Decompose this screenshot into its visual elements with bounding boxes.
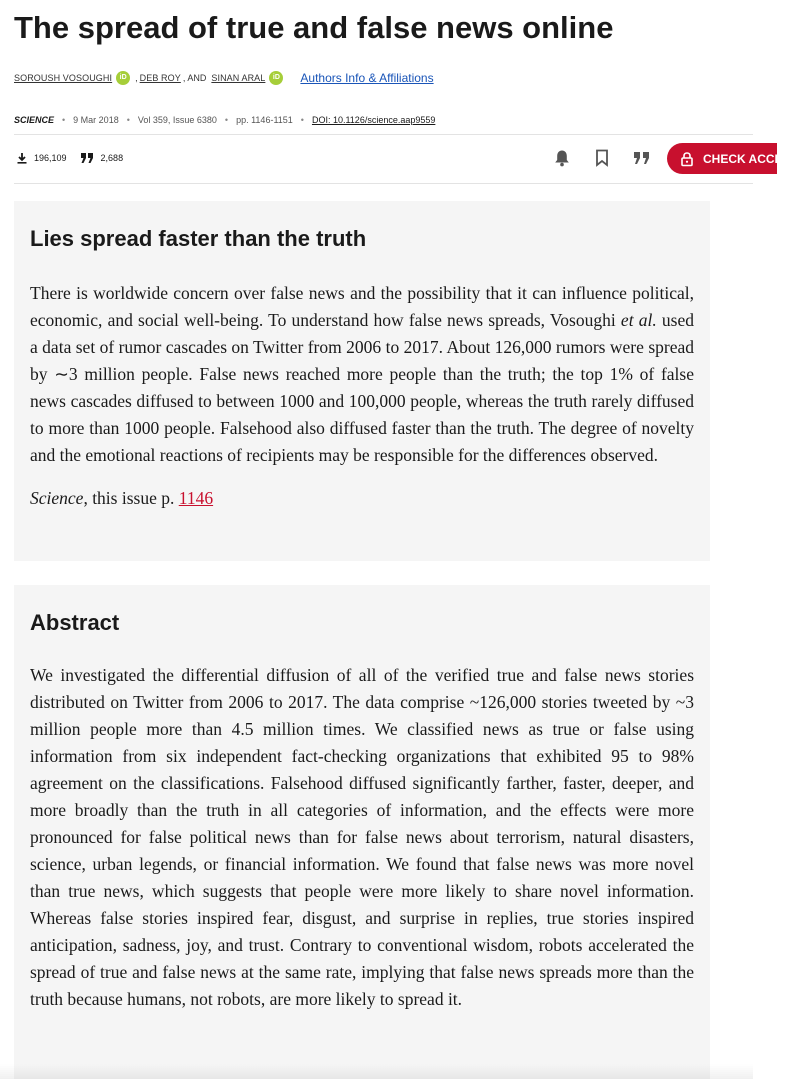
cite-button[interactable] — [632, 148, 652, 168]
author-link[interactable]: DEB ROY — [139, 73, 181, 83]
article-metrics — [16, 150, 137, 166]
abstract-heading: Abstract — [30, 610, 120, 635]
citation-text: , this issue p. — [83, 488, 179, 508]
meta-separator: • — [62, 115, 66, 125]
summary-heading: Lies spread faster than the truth — [30, 226, 367, 251]
page-range: pp. 1146-1151 — [236, 115, 293, 125]
lock-icon — [681, 152, 693, 166]
bookmark-icon — [595, 149, 609, 167]
bookmark-button[interactable] — [592, 148, 612, 168]
check-access-label: CHECK ACCESS — [703, 151, 799, 166]
meta-separator: • — [224, 115, 229, 125]
meta-separator: • — [300, 115, 304, 125]
author-separator: , — [135, 73, 138, 83]
abstract-panel — [14, 585, 710, 1079]
summary-etal: et al. — [620, 310, 657, 330]
article-title: The spread of true and false news online — [14, 10, 614, 45]
editor-summary-panel — [14, 201, 710, 561]
volume-issue[interactable]: Vol 359, Issue 6380 — [137, 115, 217, 125]
author-list — [14, 68, 434, 88]
meta-separator: • — [126, 115, 130, 125]
citation-page-link[interactable]: 1146 — [178, 488, 214, 508]
authors-affiliations-link[interactable]: Authors Info & Affiliations — [300, 71, 434, 85]
abstract-paragraph: We investigated the differential diffusion of all of the verified true and false news stories distributed on Twitter from 2006 to 2017. The data comprise ~126,000 stories tweeted by ~3 million people more than 4.5 million times. We classified news as true or false using information from six independent fact-checking organizations that exhibited 95 to 98% agreement on the classifications. Falsehood diffused significantly farther, faster, deeper, and more broadly than the truth in all categories of information, and the effects were more pronounced for false political news than for false news about terrorism, natural disasters, science, urban legends, or financial information. We found that false news was more novel than true news, which suggests that people were more likely to share novel information. Whereas false stories inspired fear, disgust, and surprise in replies, true stories inspired anticipation, sadness, joy, and trust. Contrary to conventional wisdom, robots accelerated the spread of true and false news at the same rate, implying that false news spreads more than the truth because humans, not robots, are more likely to spread it. — [30, 665, 694, 1009]
bell-icon — [554, 149, 570, 167]
orcid-icon[interactable] — [116, 71, 130, 85]
summary-text: used a data set of rumor cascades on Twitter from 2006 to 2017. About 126,000 rumors were spread by ∼3 million people. False news reached more people than the truth; the top 1% of false news cascades diffused to between 1000 and 100,000 people, whereas the truth rarely diffused to more than 1000 people. Falsehood also diffused faster than the truth. The degree of novelty and the emotional reactions of recipients may be responsible for the differences observed. — [30, 310, 694, 465]
alert-button[interactable] — [552, 148, 572, 168]
author-link[interactable]: SOROUSH VOSOUGHI — [14, 73, 113, 83]
publication-meta — [14, 112, 435, 128]
divider — [14, 134, 753, 135]
orcid-icon[interactable] — [269, 71, 283, 85]
check-access-button[interactable] — [667, 143, 799, 174]
download-count: 196,109 — [34, 153, 67, 163]
quote-icon — [634, 152, 650, 164]
citation-journal: Science — [30, 488, 84, 508]
download-icon — [16, 152, 28, 164]
publication-date: 9 Mar 2018 — [73, 115, 119, 125]
summary-text: There is worldwide concern over false news and the possibility that it can influence political, economic, and social well-being. To understand how false news spreads, Vosoughi — [30, 283, 694, 330]
citation-icon — [81, 153, 95, 163]
summary-paragraph — [30, 280, 694, 469]
divider — [14, 183, 753, 184]
author-link[interactable]: SINAN ARAL — [211, 73, 266, 83]
issue-citation — [30, 485, 694, 512]
doi-link[interactable]: DOI: 10.1126/science.aap9559 — [311, 115, 436, 125]
journal-name[interactable]: SCIENCE — [14, 115, 55, 125]
author-separator: , AND — [182, 73, 207, 83]
citation-count: 2,688 — [100, 153, 124, 163]
